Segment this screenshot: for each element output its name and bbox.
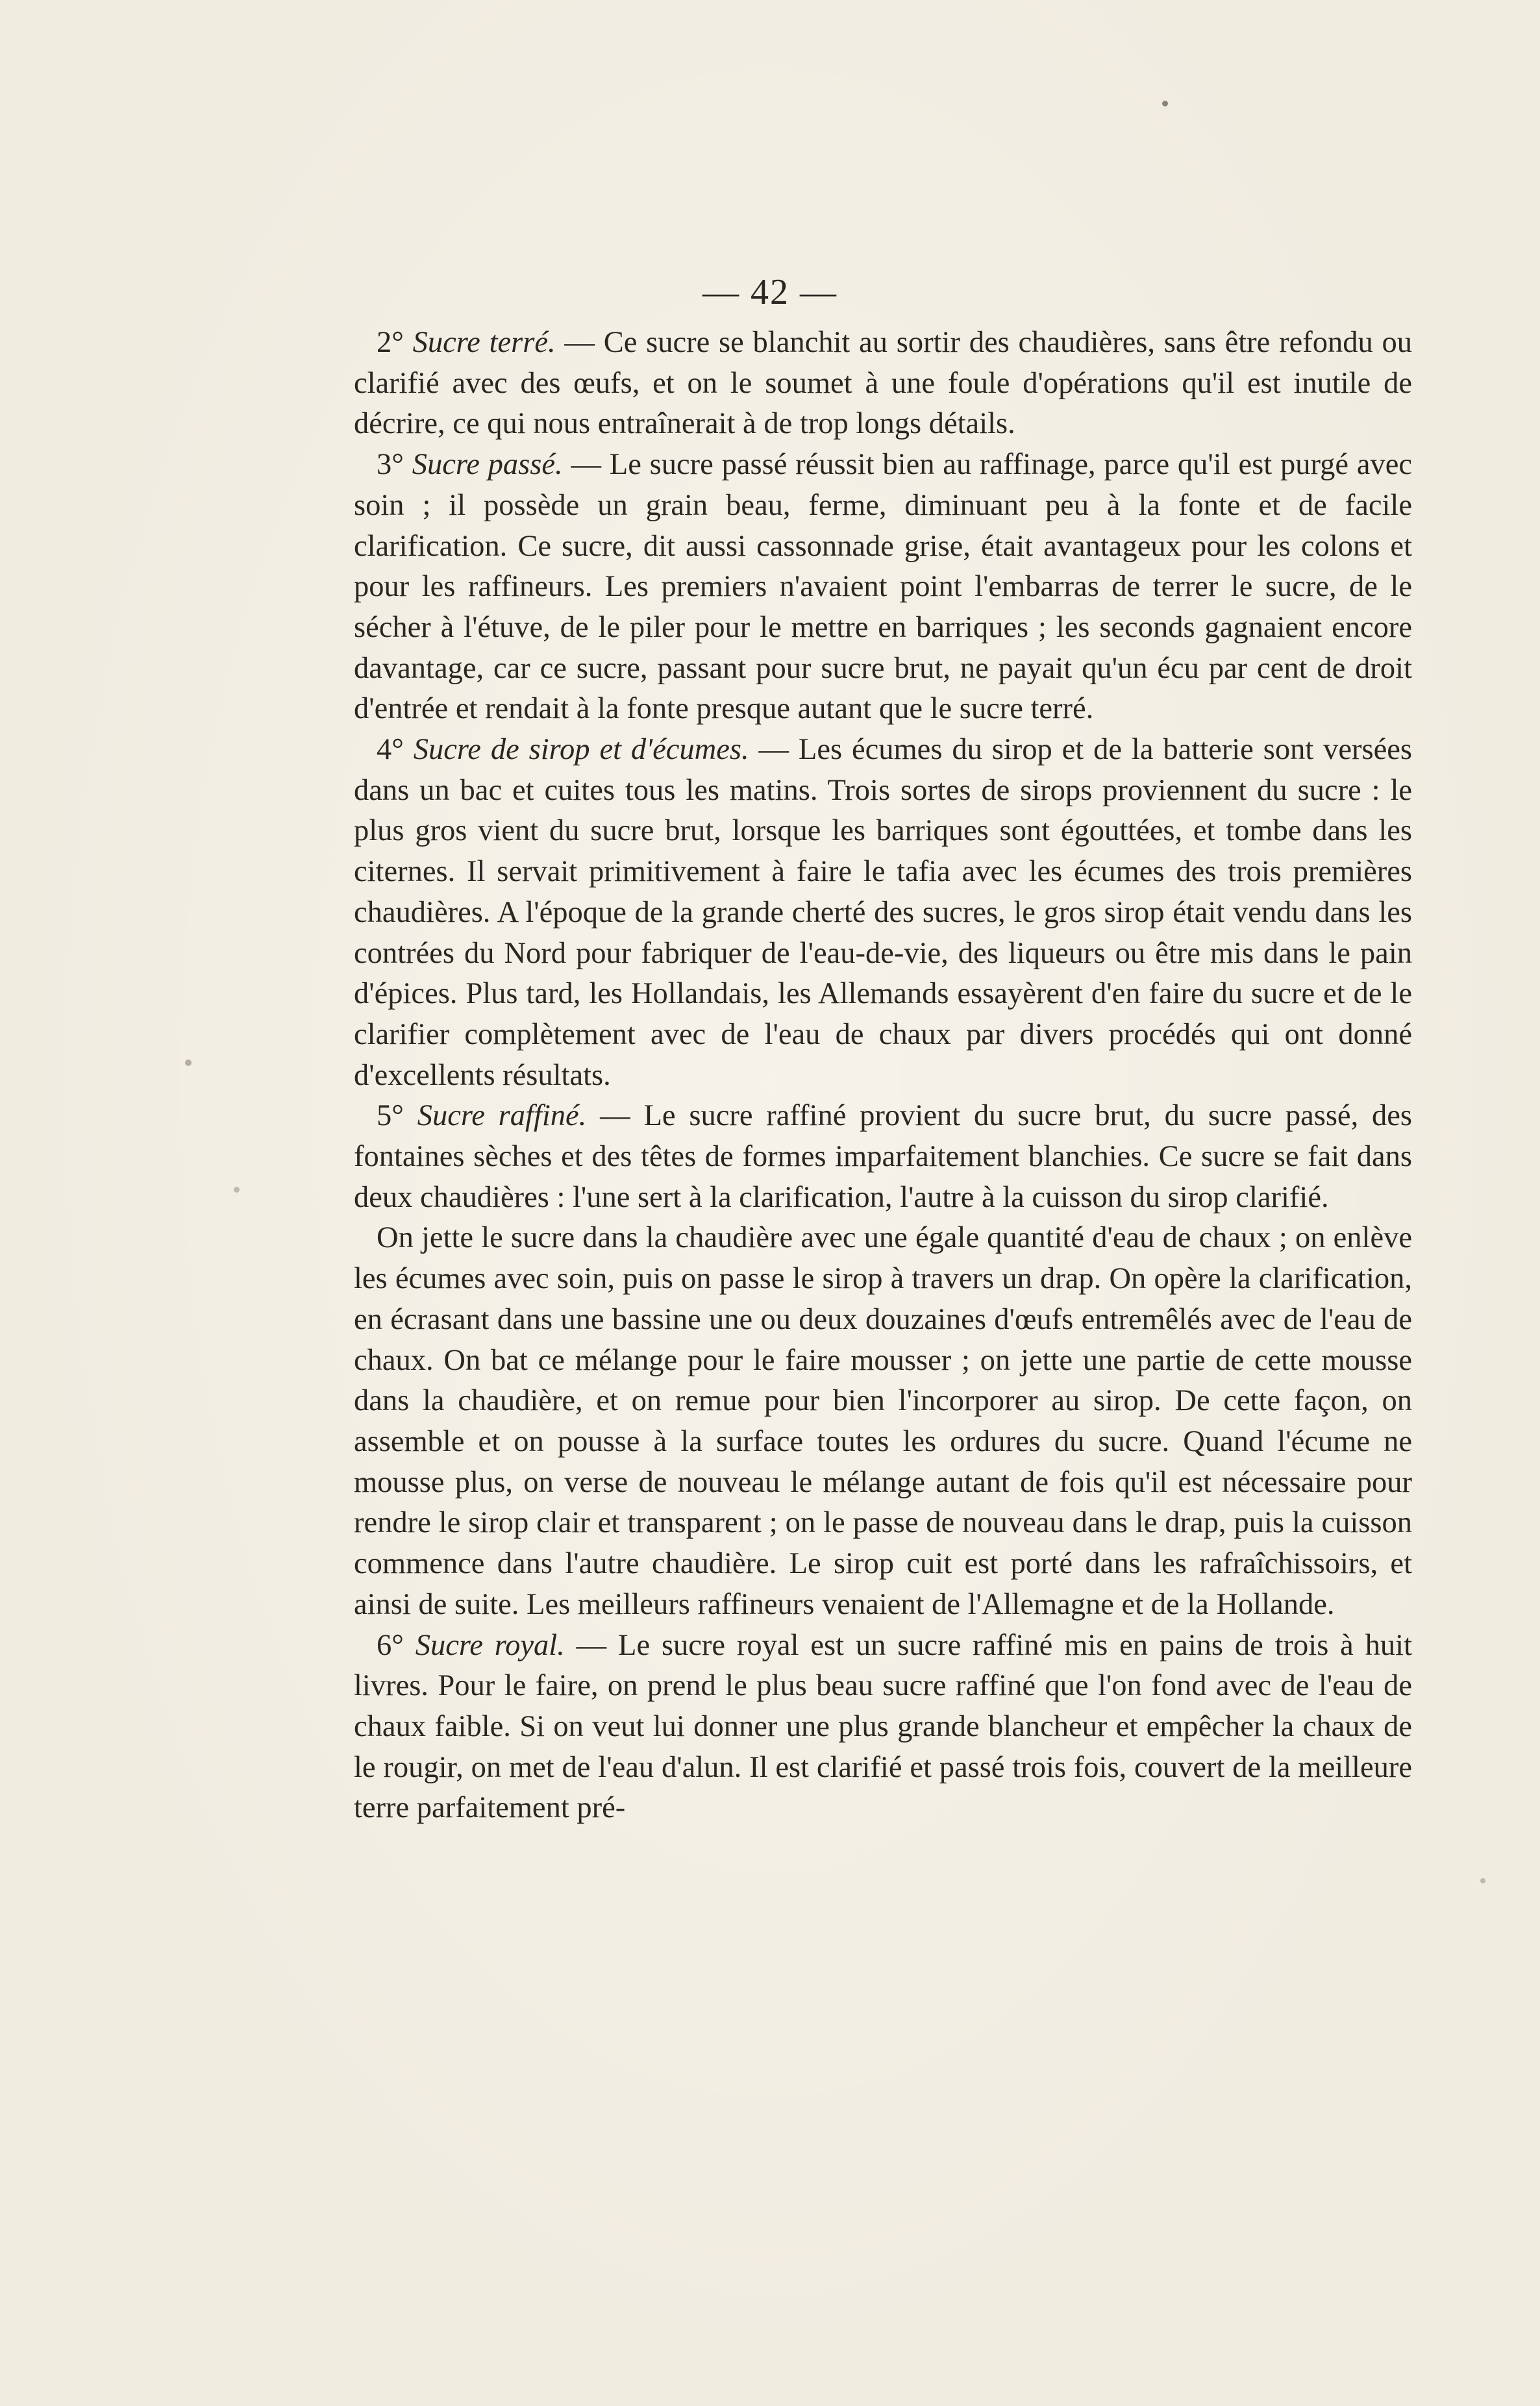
paragraph (354, 1626, 1412, 1829)
paragraph-text: — Ce sucre se blanchit au sortir des chaudières, sans être refondu ou clarifié avec des œufs, et on le soumet à une foule d'opérations qu'il est inutile de décrire, ce qui nous entraînerait à de trop longs détails. (354, 326, 1412, 441)
item-label: Sucre royal. (415, 1628, 565, 1662)
item-number: 2° (377, 326, 404, 359)
paragraph-text: — Les écumes du sirop et de la batterie sont versées dans un bac et cuites tous les matins. Trois sortes de sirops proviennent du sucre : le plus gros vient du sucre brut, lorsque les barriques sont égouttées, et tombe dans les citernes. Il servait primitivement à faire le tafia avec les écumes des trois premières chaudières. A l'époque de la grande cherté des sucres, le gros sirop était vendu dans les contrées du Nord pour fabriquer de l'eau-de-vie, des liqueurs ou être mis dans le pain d'épices. Plus tard, les Hollandais, les Allemands essayèrent d'en faire du sucre et de le clarifier complètement avec de l'eau de chaux par divers procédés qui ont donné d'excellents résultats. (354, 733, 1413, 1092)
paragraph-text: — Le sucre passé réussit bien au raffinage, parce qu'il est purgé avec soin ; il possède un grain beau, ferme, diminuant peu à la fonte et de facile clarification. Ce sucre, dit aussi cassonnade grise, était avantageux pour les colons et pour les raffineurs. Les premiers n'avaient point l'embarras de terrer le sucre, de le sécher à l'étuve, de le piler pour le mettre en barriques ; les seconds gagnaient encore davantage, car ce sucre, passant pour sucre brut, ne payait qu'un écu par cent de droit d'entrée et rendait à la fonte presque autant que le sucre terré. (354, 448, 1412, 726)
paragraph-text: — Le sucre raffiné provient du sucre brut, du sucre passé, des fontaines sèches et des têtes de formes imparfaitement blanchies. Ce sucre se fait dans deux chaudières : l'une sert à la clarification, l'autre à la cuisson du sirop clarifié. (354, 1099, 1413, 1214)
item-label: Sucre terré. (412, 326, 556, 359)
body-text (354, 323, 1412, 1829)
paragraph (354, 323, 1412, 445)
item-number: 5° (377, 1099, 404, 1133)
item-label: Sucre passé. (412, 448, 563, 482)
paragraph (354, 445, 1412, 730)
paragraph (354, 1096, 1412, 1218)
ink-speck (185, 1060, 192, 1066)
paragraph-text: — Le sucre royal est un sucre raffiné mis en pains de trois à huit livres. Pour le faire, on prend le plus beau sucre raffiné que l'on fond avec de l'eau de chaux faible. Si on veut lui donner une plus grande blancheur et empêcher la chaux de le rougir, on met de l'eau d'alun. Il est clarifié et passé trois fois, couvert de la meilleure terre parfaitement pré- (354, 1628, 1413, 1825)
item-label: Sucre de sirop et d'écumes. (413, 733, 749, 767)
paragraph-text: On jette le sucre dans la chaudière avec une égale quantité d'eau de chaux ; on enlève les écumes avec soin, puis on passe le sirop à travers un drap. On opère la clarification, en écrasant dans une bassine une ou deux douzaines d'œufs entremêlés avec de l'eau de chaux. On bat ce mélange pour le faire mousser ; on jette une partie de cette mousse dans la chaudière, et on remue pour bien l'incorporer au sirop. De cette façon, on assemble et on pousse à la surface toutes les ordures du sucre. Quand l'écume ne mousse plus, on verse de nouveau le mélange autant de fois qu'il est nécessaire pour rendre le sirop clair et transparent ; on le passe de nouveau dans le drap, puis la cuisson commence dans l'autre chaudière. Le sirop cuit est porté dans les rafraîchissoirs, et ainsi de suite. Les meilleurs raffineurs venaient de l'Allemagne et de la Hollande. (354, 1221, 1412, 1621)
ink-speck (1162, 101, 1168, 106)
ink-speck (234, 1187, 240, 1193)
item-number: 3° (377, 448, 404, 482)
paragraph (354, 1218, 1412, 1625)
paragraph (354, 730, 1412, 1096)
ink-speck (1480, 1878, 1485, 1883)
item-number: 6° (377, 1628, 404, 1662)
item-number: 4° (377, 733, 404, 767)
item-label: Sucre raffiné. (417, 1099, 587, 1133)
page-number: — 42 — (702, 272, 838, 312)
